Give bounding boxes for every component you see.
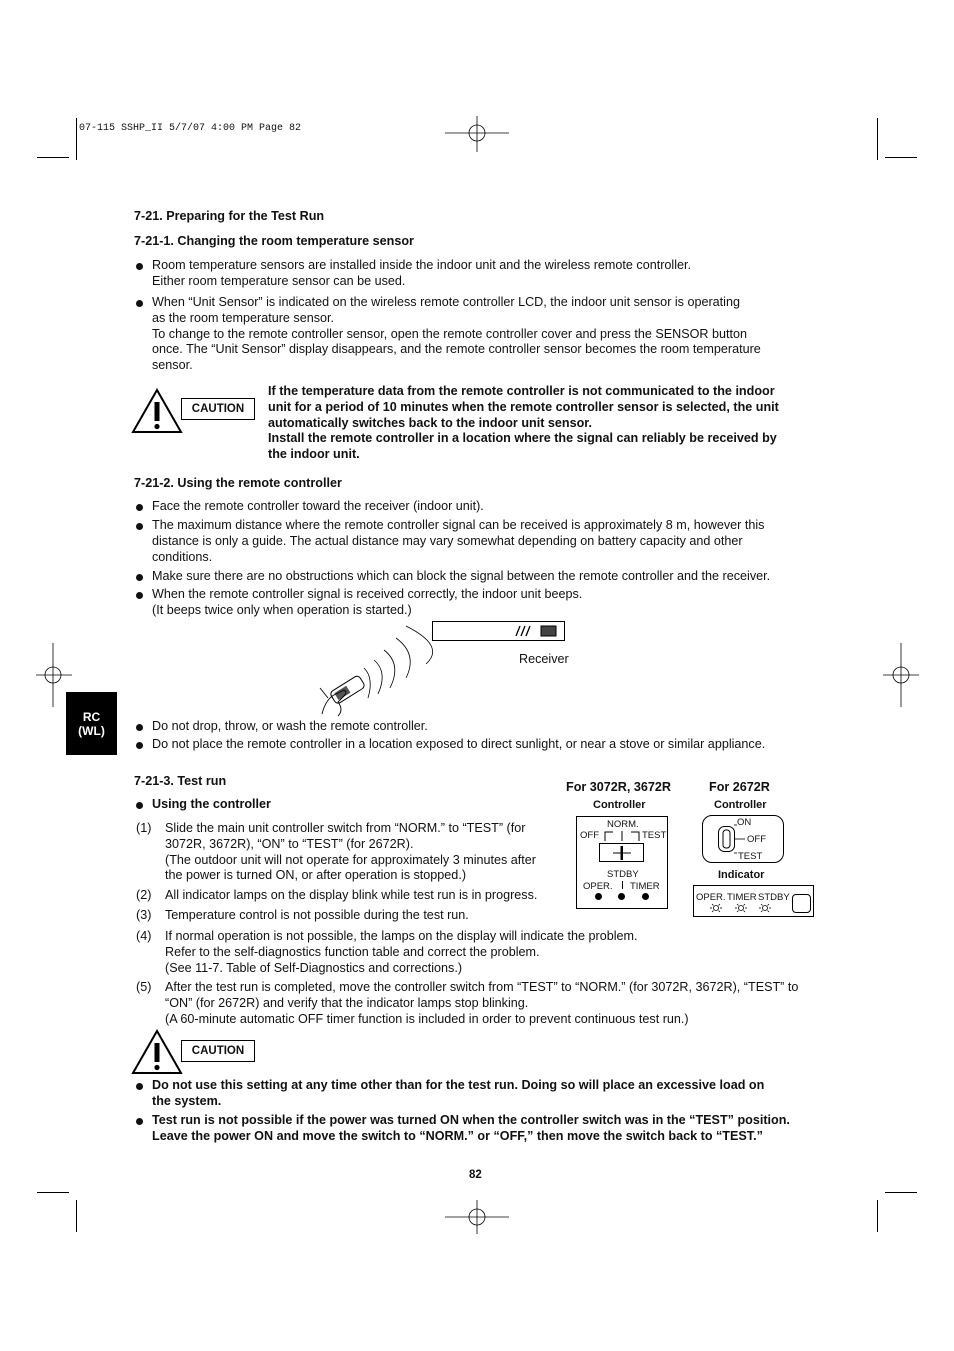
subsection-title-2: 7-21-2. Using the remote controller	[134, 476, 342, 490]
print-header: 07-115 SSHP_II 5/7/07 4:00 PM Page 82	[79, 123, 302, 134]
page-number: 82	[469, 1169, 482, 1181]
figure-b-title: For 2672R	[709, 780, 770, 794]
bullet-icon	[136, 724, 143, 731]
bullet-icon	[136, 592, 143, 599]
bullet-icon	[136, 574, 143, 581]
caution-label: CAUTION	[181, 398, 255, 420]
receiver-window-icon	[792, 894, 811, 913]
bullet-icon	[136, 263, 143, 270]
registration-mark-bottom	[445, 1200, 509, 1234]
indicator-label: Indicator	[718, 869, 765, 881]
subsection-title-3: 7-21-3. Test run	[134, 774, 227, 788]
indicator-panel: OPER. TIMER STDBY	[693, 885, 814, 917]
crop-mark	[885, 157, 917, 158]
bullet-icon	[136, 300, 143, 307]
warning-triangle-icon	[131, 388, 183, 434]
bullet-icon	[136, 523, 143, 530]
side-tab: RC (WL)	[66, 692, 117, 755]
crop-mark	[877, 118, 878, 160]
bullet-icon	[136, 1118, 143, 1125]
registration-mark-top	[445, 116, 509, 152]
lamp-icon	[595, 893, 602, 900]
remote-receiver-illustration	[318, 618, 570, 718]
caution-text: If the temperature data from the remote controller is not communicated to the indoor unit for a period of 10 minutes when the remote controller sensor is selected, the unit automatically switches back to the indoor unit sensor. Install the remote controller in a location where the signal can reliably be received by the indoor unit.	[268, 384, 779, 462]
crop-mark	[37, 1192, 69, 1193]
crop-mark	[885, 1192, 917, 1193]
warning-triangle-icon	[131, 1029, 183, 1075]
bullet-icon	[136, 742, 143, 749]
bullet-icon	[136, 1083, 143, 1090]
section-title: 7-21. Preparing for the Test Run	[134, 209, 325, 223]
crop-mark	[76, 1200, 77, 1232]
lamp-icon	[642, 893, 649, 900]
slide-switch-icon	[577, 817, 667, 877]
bullet-icon	[136, 802, 143, 809]
figure-b-controller-label: Controller	[714, 799, 767, 811]
figure-a-title: For 3072R, 3672R	[566, 780, 672, 794]
registration-mark-right	[883, 643, 919, 707]
figure-a-controller-label: Controller	[593, 799, 646, 811]
caution-label: CAUTION	[181, 1040, 255, 1062]
crop-mark	[877, 1200, 878, 1232]
crop-mark	[76, 118, 77, 160]
controller-panel-a: NORM. OFF TEST STDBY OPER. TIMER	[576, 816, 668, 909]
receiver-label: Receiver	[519, 652, 569, 666]
lamp-icon	[618, 893, 625, 900]
bullet-icon	[136, 504, 143, 511]
subsection-title-1: 7-21-1. Changing the room temperature sensor	[134, 234, 414, 248]
controller-panel-b: ON OFF TEST	[702, 815, 784, 863]
slide-switch-icon	[703, 816, 753, 862]
crop-mark	[37, 157, 69, 158]
